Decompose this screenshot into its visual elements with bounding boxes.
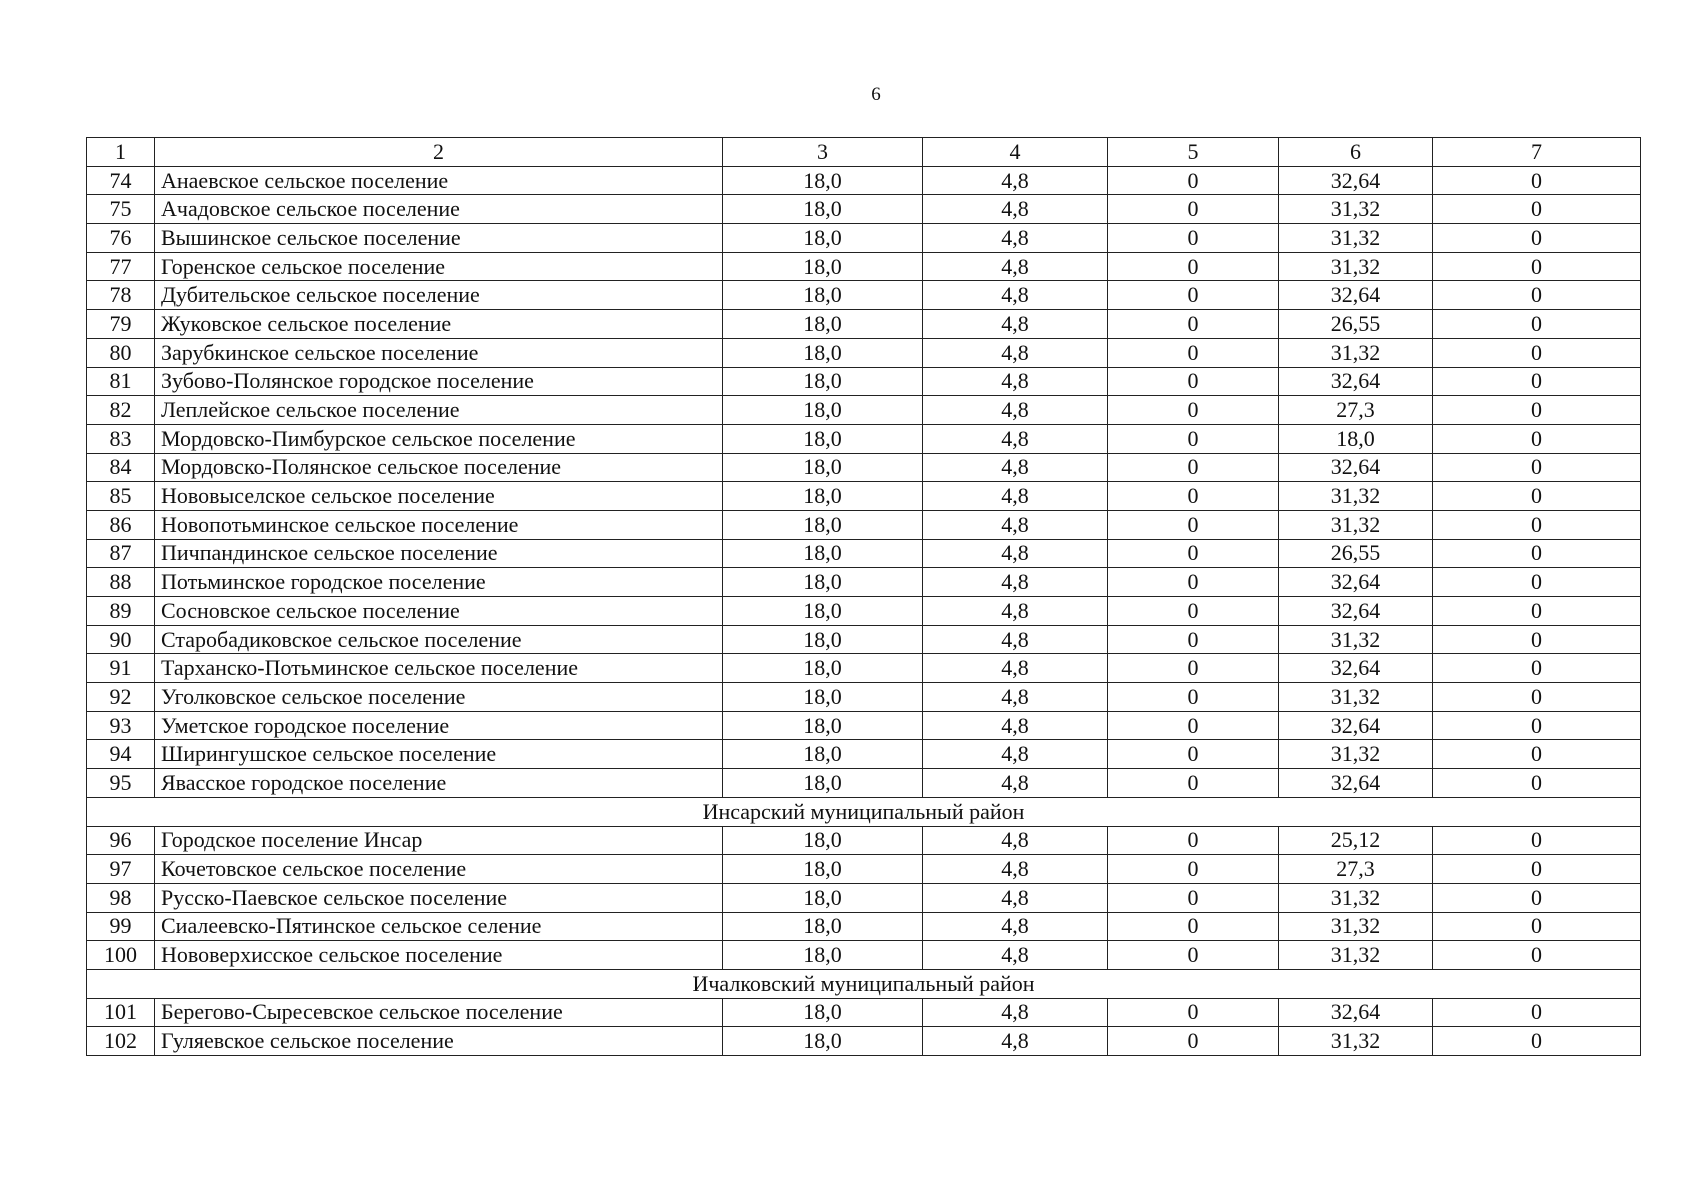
- col-7-value: 0: [1433, 510, 1641, 539]
- settlement-name: Зубово-Полянское городское поселение: [155, 367, 723, 396]
- settlement-name: Мордовско-Пимбурское сельское поселение: [155, 424, 723, 453]
- table-row: [87, 568, 1641, 597]
- settlement-name: Сиалеевско-Пятинское сельское селение: [155, 912, 723, 941]
- column-header: 3: [723, 138, 923, 167]
- table-row: [87, 711, 1641, 740]
- col-4-value: 4,8: [923, 625, 1108, 654]
- col-6-value: 31,32: [1279, 1027, 1433, 1056]
- row-number: 88: [87, 568, 155, 597]
- col-3-value: 18,0: [723, 224, 923, 253]
- table-row: [87, 281, 1641, 310]
- col-5-value: 0: [1108, 912, 1279, 941]
- col-5-value: 0: [1108, 1027, 1279, 1056]
- settlement-name: Ширингушское сельское поселение: [155, 740, 723, 769]
- settlement-name: Нововыселское сельское поселение: [155, 482, 723, 511]
- col-3-value: 18,0: [723, 252, 923, 281]
- col-7-value: 0: [1433, 482, 1641, 511]
- col-7-value: 0: [1433, 568, 1641, 597]
- col-7-value: 0: [1433, 769, 1641, 798]
- col-3-value: 18,0: [723, 568, 923, 597]
- col-3-value: 18,0: [723, 683, 923, 712]
- row-number: 89: [87, 597, 155, 626]
- col-6-value: 32,64: [1279, 998, 1433, 1027]
- settlement-name: Берегово-Сыресевское сельское поселение: [155, 998, 723, 1027]
- table-row: [87, 310, 1641, 339]
- col-4-value: 4,8: [923, 482, 1108, 511]
- col-5-value: 0: [1108, 740, 1279, 769]
- col-7-value: 0: [1433, 740, 1641, 769]
- col-7-value: 0: [1433, 539, 1641, 568]
- settlement-name: Анаевское сельское поселение: [155, 166, 723, 195]
- col-7-value: 0: [1433, 855, 1641, 884]
- col-3-value: 18,0: [723, 855, 923, 884]
- col-4-value: 4,8: [923, 912, 1108, 941]
- col-7-value: 0: [1433, 310, 1641, 339]
- col-5-value: 0: [1108, 826, 1279, 855]
- row-number: 86: [87, 510, 155, 539]
- col-3-value: 18,0: [723, 166, 923, 195]
- table-header-row: [87, 138, 1641, 167]
- col-5-value: 0: [1108, 539, 1279, 568]
- col-4-value: 4,8: [923, 281, 1108, 310]
- settlement-name: Дубительское сельское поселение: [155, 281, 723, 310]
- col-6-value: 32,64: [1279, 769, 1433, 798]
- col-4-value: 4,8: [923, 740, 1108, 769]
- col-3-value: 18,0: [723, 654, 923, 683]
- section-title: Инсарский муниципальный район: [87, 797, 1641, 826]
- row-number: 75: [87, 195, 155, 224]
- col-7-value: 0: [1433, 166, 1641, 195]
- col-5-value: 0: [1108, 941, 1279, 970]
- table-row: [87, 539, 1641, 568]
- col-5-value: 0: [1108, 568, 1279, 597]
- col-6-value: 31,32: [1279, 683, 1433, 712]
- col-5-value: 0: [1108, 166, 1279, 195]
- col-3-value: 18,0: [723, 912, 923, 941]
- col-6-value: 26,55: [1279, 310, 1433, 339]
- col-6-value: 32,64: [1279, 711, 1433, 740]
- row-number: 85: [87, 482, 155, 511]
- settlement-name: Городское поселение Инсар: [155, 826, 723, 855]
- row-number: 81: [87, 367, 155, 396]
- col-6-value: 31,32: [1279, 510, 1433, 539]
- col-7-value: 0: [1433, 281, 1641, 310]
- col-3-value: 18,0: [723, 740, 923, 769]
- table-row: [87, 195, 1641, 224]
- col-4-value: 4,8: [923, 711, 1108, 740]
- col-4-value: 4,8: [923, 310, 1108, 339]
- table-row: [87, 912, 1641, 941]
- col-5-value: 0: [1108, 252, 1279, 281]
- settlement-name: Тарханско-Потьминское сельское поселение: [155, 654, 723, 683]
- column-header: 6: [1279, 138, 1433, 167]
- data-table: [86, 137, 1641, 1056]
- row-number: 77: [87, 252, 155, 281]
- table-row: [87, 683, 1641, 712]
- row-number: 93: [87, 711, 155, 740]
- col-4-value: 4,8: [923, 941, 1108, 970]
- row-number: 74: [87, 166, 155, 195]
- col-3-value: 18,0: [723, 826, 923, 855]
- row-number: 78: [87, 281, 155, 310]
- row-number: 99: [87, 912, 155, 941]
- row-number: 84: [87, 453, 155, 482]
- table-row: [87, 941, 1641, 970]
- column-header: 7: [1433, 138, 1641, 167]
- table-row: [87, 998, 1641, 1027]
- col-4-value: 4,8: [923, 826, 1108, 855]
- col-5-value: 0: [1108, 310, 1279, 339]
- col-4-value: 4,8: [923, 252, 1108, 281]
- table-row: [87, 740, 1641, 769]
- row-number: 96: [87, 826, 155, 855]
- row-number: 98: [87, 883, 155, 912]
- row-number: 80: [87, 338, 155, 367]
- col-3-value: 18,0: [723, 625, 923, 654]
- row-number: 100: [87, 941, 155, 970]
- col-6-value: 25,12: [1279, 826, 1433, 855]
- col-3-value: 18,0: [723, 281, 923, 310]
- col-7-value: 0: [1433, 654, 1641, 683]
- col-6-value: 27,3: [1279, 396, 1433, 425]
- settlement-name: Гуляевское сельское поселение: [155, 1027, 723, 1056]
- col-3-value: 18,0: [723, 482, 923, 511]
- col-3-value: 18,0: [723, 597, 923, 626]
- col-7-value: 0: [1433, 711, 1641, 740]
- settlement-name: Горенское сельское поселение: [155, 252, 723, 281]
- table-row: [87, 367, 1641, 396]
- section-title: Ичалковский муниципальный район: [87, 969, 1641, 998]
- col-7-value: 0: [1433, 683, 1641, 712]
- row-number: 97: [87, 855, 155, 884]
- settlement-name: Леплейское сельское поселение: [155, 396, 723, 425]
- column-header: 4: [923, 138, 1108, 167]
- col-5-value: 0: [1108, 482, 1279, 511]
- settlement-name: Уметское городское поселение: [155, 711, 723, 740]
- col-6-value: 31,32: [1279, 482, 1433, 511]
- settlement-name: Ачадовское сельское поселение: [155, 195, 723, 224]
- col-4-value: 4,8: [923, 998, 1108, 1027]
- page-number: 6: [871, 84, 881, 105]
- col-4-value: 4,8: [923, 367, 1108, 396]
- col-3-value: 18,0: [723, 424, 923, 453]
- col-4-value: 4,8: [923, 166, 1108, 195]
- col-3-value: 18,0: [723, 769, 923, 798]
- col-5-value: 0: [1108, 597, 1279, 626]
- col-4-value: 4,8: [923, 338, 1108, 367]
- col-5-value: 0: [1108, 683, 1279, 712]
- table-row: [87, 166, 1641, 195]
- col-4-value: 4,8: [923, 769, 1108, 798]
- col-7-value: 0: [1433, 941, 1641, 970]
- col-6-value: 32,64: [1279, 597, 1433, 626]
- row-number: 76: [87, 224, 155, 253]
- row-number: 82: [87, 396, 155, 425]
- col-4-value: 4,8: [923, 855, 1108, 884]
- col-3-value: 18,0: [723, 883, 923, 912]
- settlement-name: Новопотьминское сельское поселение: [155, 510, 723, 539]
- table-row: [87, 424, 1641, 453]
- col-6-value: 32,64: [1279, 281, 1433, 310]
- row-number: 92: [87, 683, 155, 712]
- col-3-value: 18,0: [723, 941, 923, 970]
- col-3-value: 18,0: [723, 998, 923, 1027]
- col-7-value: 0: [1433, 252, 1641, 281]
- col-6-value: 31,32: [1279, 883, 1433, 912]
- col-6-value: 31,32: [1279, 740, 1433, 769]
- row-number: 87: [87, 539, 155, 568]
- col-7-value: 0: [1433, 396, 1641, 425]
- col-6-value: 31,32: [1279, 224, 1433, 253]
- col-5-value: 0: [1108, 338, 1279, 367]
- col-5-value: 0: [1108, 654, 1279, 683]
- section-row: [87, 797, 1641, 826]
- table-row: [87, 338, 1641, 367]
- col-7-value: 0: [1433, 224, 1641, 253]
- col-5-value: 0: [1108, 711, 1279, 740]
- table-row: [87, 510, 1641, 539]
- col-5-value: 0: [1108, 998, 1279, 1027]
- col-5-value: 0: [1108, 769, 1279, 798]
- settlement-name: Мордовско-Полянское сельское поселение: [155, 453, 723, 482]
- col-4-value: 4,8: [923, 424, 1108, 453]
- settlement-name: Пичпандинское сельское поселение: [155, 539, 723, 568]
- table-row: [87, 453, 1641, 482]
- col-3-value: 18,0: [723, 367, 923, 396]
- col-5-value: 0: [1108, 224, 1279, 253]
- table-row: [87, 883, 1641, 912]
- col-6-value: 32,64: [1279, 568, 1433, 597]
- col-3-value: 18,0: [723, 539, 923, 568]
- settlement-name: Жуковское сельское поселение: [155, 310, 723, 339]
- col-7-value: 0: [1433, 883, 1641, 912]
- col-4-value: 4,8: [923, 1027, 1108, 1056]
- settlement-name: Кочетовское сельское поселение: [155, 855, 723, 884]
- table-row: [87, 855, 1641, 884]
- settlement-name: Потьминское городское поселение: [155, 568, 723, 597]
- row-number: 91: [87, 654, 155, 683]
- row-number: 79: [87, 310, 155, 339]
- col-7-value: 0: [1433, 424, 1641, 453]
- table-row: [87, 252, 1641, 281]
- settlement-name: Явасское городское поселение: [155, 769, 723, 798]
- row-number: 102: [87, 1027, 155, 1056]
- col-3-value: 18,0: [723, 310, 923, 339]
- table-row: [87, 224, 1641, 253]
- col-4-value: 4,8: [923, 568, 1108, 597]
- section-row: [87, 969, 1641, 998]
- table-row: [87, 826, 1641, 855]
- col-6-value: 31,32: [1279, 625, 1433, 654]
- col-5-value: 0: [1108, 424, 1279, 453]
- col-7-value: 0: [1433, 826, 1641, 855]
- col-3-value: 18,0: [723, 338, 923, 367]
- col-7-value: 0: [1433, 367, 1641, 396]
- table-row: [87, 1027, 1641, 1056]
- col-6-value: 31,32: [1279, 252, 1433, 281]
- table-row: [87, 654, 1641, 683]
- col-7-value: 0: [1433, 195, 1641, 224]
- row-number: 94: [87, 740, 155, 769]
- settlement-name: Зарубкинское сельское поселение: [155, 338, 723, 367]
- row-number: 101: [87, 998, 155, 1027]
- row-number: 90: [87, 625, 155, 654]
- col-4-value: 4,8: [923, 195, 1108, 224]
- col-3-value: 18,0: [723, 711, 923, 740]
- row-number: 95: [87, 769, 155, 798]
- column-header: 1: [87, 138, 155, 167]
- col-7-value: 0: [1433, 453, 1641, 482]
- col-6-value: 31,32: [1279, 338, 1433, 367]
- col-4-value: 4,8: [923, 396, 1108, 425]
- col-4-value: 4,8: [923, 510, 1108, 539]
- col-7-value: 0: [1433, 998, 1641, 1027]
- table-row: [87, 625, 1641, 654]
- table-row: [87, 769, 1641, 798]
- col-3-value: 18,0: [723, 453, 923, 482]
- col-5-value: 0: [1108, 281, 1279, 310]
- col-5-value: 0: [1108, 367, 1279, 396]
- col-6-value: 26,55: [1279, 539, 1433, 568]
- col-4-value: 4,8: [923, 539, 1108, 568]
- col-4-value: 4,8: [923, 453, 1108, 482]
- col-7-value: 0: [1433, 597, 1641, 626]
- col-7-value: 0: [1433, 1027, 1641, 1056]
- col-7-value: 0: [1433, 338, 1641, 367]
- column-header: 5: [1108, 138, 1279, 167]
- col-6-value: 32,64: [1279, 654, 1433, 683]
- table-row: [87, 396, 1641, 425]
- row-number: 83: [87, 424, 155, 453]
- col-4-value: 4,8: [923, 224, 1108, 253]
- column-header: 2: [155, 138, 723, 167]
- table-row: [87, 482, 1641, 511]
- settlement-name: Уголковское сельское поселение: [155, 683, 723, 712]
- col-5-value: 0: [1108, 453, 1279, 482]
- col-5-value: 0: [1108, 883, 1279, 912]
- col-7-value: 0: [1433, 912, 1641, 941]
- col-6-value: 31,32: [1279, 195, 1433, 224]
- table-row: [87, 597, 1641, 626]
- col-5-value: 0: [1108, 195, 1279, 224]
- settlement-name: Русско-Паевское сельское поселение: [155, 883, 723, 912]
- settlement-name: Сосновское сельское поселение: [155, 597, 723, 626]
- col-3-value: 18,0: [723, 396, 923, 425]
- col-4-value: 4,8: [923, 654, 1108, 683]
- col-6-value: 32,64: [1279, 166, 1433, 195]
- col-6-value: 32,64: [1279, 453, 1433, 482]
- col-6-value: 27,3: [1279, 855, 1433, 884]
- col-5-value: 0: [1108, 855, 1279, 884]
- settlement-name: Вышинское сельское поселение: [155, 224, 723, 253]
- col-6-value: 18,0: [1279, 424, 1433, 453]
- col-4-value: 4,8: [923, 883, 1108, 912]
- col-3-value: 18,0: [723, 1027, 923, 1056]
- col-5-value: 0: [1108, 510, 1279, 539]
- col-4-value: 4,8: [923, 597, 1108, 626]
- col-4-value: 4,8: [923, 683, 1108, 712]
- col-6-value: 31,32: [1279, 941, 1433, 970]
- settlement-name: Старобадиковское сельское поселение: [155, 625, 723, 654]
- col-3-value: 18,0: [723, 510, 923, 539]
- col-5-value: 0: [1108, 396, 1279, 425]
- col-6-value: 31,32: [1279, 912, 1433, 941]
- col-6-value: 32,64: [1279, 367, 1433, 396]
- settlement-name: Нововерхисское сельское поселение: [155, 941, 723, 970]
- col-3-value: 18,0: [723, 195, 923, 224]
- col-5-value: 0: [1108, 625, 1279, 654]
- col-7-value: 0: [1433, 625, 1641, 654]
